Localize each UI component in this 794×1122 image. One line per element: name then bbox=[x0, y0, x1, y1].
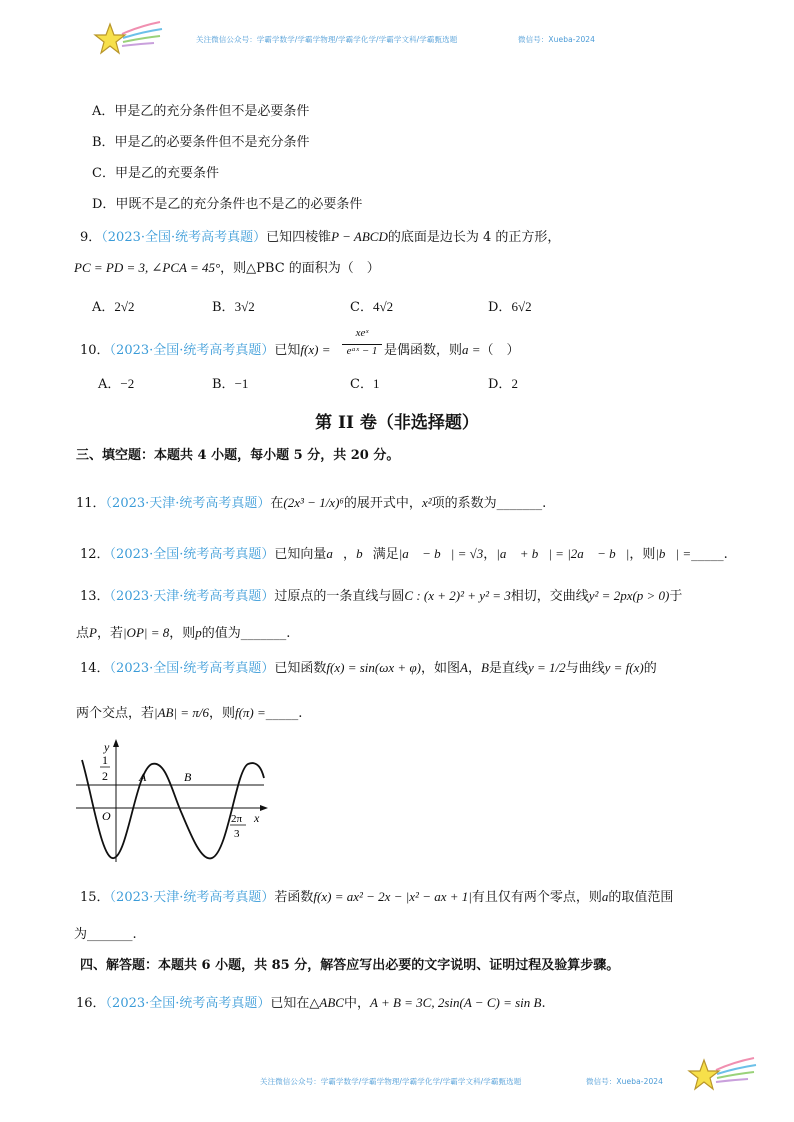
q14-source: （2023·全国·统考高考真题） bbox=[109, 661, 275, 676]
q11-expression: (2x³ − 1/x)⁶ bbox=[283, 495, 344, 510]
footer-wechat: 微信号：Xueba-2024 bbox=[586, 1077, 664, 1086]
q15-source: （2023·天津·统考高考真题） bbox=[109, 890, 275, 905]
q15-line2: 为_______. bbox=[74, 927, 137, 942]
q8-option-a: A．甲是乙的充分条件但不是必要条件 bbox=[92, 104, 310, 119]
footer-text: 关注微信公众号：学霸学数学/学霸学物理/学霸学化学/学霸学文科/学霸甄选题 bbox=[260, 1077, 522, 1086]
q10-number: 10．（2023·全国·统考高考真题）已知f(x) = bbox=[80, 342, 331, 358]
tick-denominator: 3 bbox=[234, 828, 240, 840]
q9-option-d: D．6√2 bbox=[488, 299, 532, 315]
q13-line1: 13．（2023·天津·统考高考真题）过原点的一条直线与圆C : (x + 2)² + y² = 3相切，交曲线y² = 2px(p > 0)于 bbox=[80, 588, 683, 604]
q13-line2: 点P，若|OP| = 8，则p的值为_______. bbox=[76, 625, 291, 641]
q12-number: 12． bbox=[80, 547, 110, 562]
q8-option-c: C．甲是乙的充要条件 bbox=[92, 166, 219, 181]
section4-title: 四、解答题：本题共 6 小题，共 85 分，解答应写出必要的文字说明、证明过程及验算步骤。 bbox=[80, 958, 620, 973]
q10-numerator: xeˣ bbox=[355, 327, 369, 339]
q9-number: 9． bbox=[80, 230, 102, 245]
q12-source: （2023·全国·统考高考真题） bbox=[109, 547, 275, 562]
q10-denominator: eᵃˣ − 1 bbox=[346, 345, 378, 357]
q10-option-b: B．−1 bbox=[212, 376, 249, 392]
q9-line1 bbox=[80, 228, 560, 247]
q10-source: （2023·全国·统考高考真题） bbox=[109, 343, 275, 358]
q9-option-b: B．3√2 bbox=[212, 299, 255, 315]
header-wechat: 微信号：Xueba-2024 bbox=[518, 35, 596, 44]
x-label: x bbox=[254, 811, 260, 825]
q14-line1: 14．（2023·全国·统考高考真题）已知函数f(x) = sin(ωx + φ)，如图A，B是直线y = 1/2与曲线y = f(x)的 bbox=[80, 660, 657, 676]
q16-line: 16．（2023·全国·统考高考真题）已知在△ABC中，A + B = 3C, 2sin(A − C) = sin B. bbox=[76, 995, 546, 1011]
q13-source: （2023·天津·统考高考真题） bbox=[109, 589, 275, 604]
q9-source: （2023·全国·统考高考真题） bbox=[101, 230, 267, 245]
q15-line1: 15．（2023·天津·统考高考真题）若函数f(x) = ax² − 2x − |x² − ax + 1|有且仅有两个零点，则a的取值范围 bbox=[80, 889, 674, 905]
section-title: 第 II 卷（非选择题） bbox=[315, 413, 479, 433]
q10-option-a: A．−2 bbox=[98, 376, 135, 392]
q10-function: f(x) = bbox=[300, 342, 331, 357]
q9-text: 的底面是边长为 4 的正方形， bbox=[387, 230, 561, 245]
q9-text: 已知四棱锥 bbox=[266, 230, 332, 245]
point-a-label: A bbox=[139, 770, 147, 784]
q16-source: （2023·全国·统考高考真题） bbox=[105, 996, 271, 1011]
q10-line bbox=[80, 327, 720, 369]
half-numerator: 1 bbox=[102, 753, 108, 767]
q12-line: 12．（2023·全国·统考高考真题）已知向量a⃗，b⃗满足|a⃗ − b⃗| = √3，|a⃗ + b⃗| = |2a⃗ − b⃗|，则|b⃗| =_____. bbox=[80, 546, 728, 562]
header-text: 关注微信公众号：学霸学数学/学霸学物理/学霸学化学/学霸学文科/学霸甄选题 bbox=[196, 35, 458, 44]
point-b-label: B bbox=[184, 770, 192, 784]
star-logo-icon bbox=[686, 1052, 758, 1094]
q10-option-d: D．2 bbox=[488, 376, 518, 392]
q11-source: （2023·天津·统考高考真题） bbox=[105, 496, 271, 511]
y-label: y bbox=[104, 740, 110, 754]
q9-option-c: C．4√2 bbox=[350, 299, 394, 315]
q9-question: ，则△PBC 的面积为（ ） bbox=[220, 261, 380, 276]
q8-option-d: D．甲既不是乙的充分条件也不是乙的必要条件 bbox=[92, 197, 363, 212]
q11-line: 11．（2023·天津·统考高考真题）在(2x³ − 1/x)⁶的展开式中，x²项的系数为_______. bbox=[76, 495, 547, 511]
half-denominator: 2 bbox=[102, 769, 108, 783]
q16-number: 16． bbox=[76, 996, 106, 1011]
q14-number: 14． bbox=[80, 661, 110, 676]
q9-option-a: A．2√2 bbox=[92, 299, 135, 315]
q10-text: 是偶函数，则a =（ ） bbox=[384, 342, 520, 358]
q9-math: P − ABCD bbox=[331, 229, 388, 244]
q13-number: 13． bbox=[80, 589, 110, 604]
sine-graph bbox=[72, 734, 272, 868]
q9-condition: PC = PD = 3, ∠PCA = 45° bbox=[74, 260, 221, 275]
tick-numerator: 2π bbox=[231, 813, 243, 825]
origin-label: O bbox=[102, 809, 111, 823]
q11-number: 11． bbox=[76, 496, 106, 511]
q15-number: 15． bbox=[80, 890, 110, 905]
section3-title: 三、填空题：本题共 4 小题，每小题 5 分，共 20 分。 bbox=[76, 448, 400, 463]
q9-line2 bbox=[74, 259, 380, 278]
star-logo-icon bbox=[92, 16, 164, 58]
q14-line2: 两个交点，若|AB| = π/6，则f(π) =_____. bbox=[76, 705, 303, 721]
q10-option-c: C．1 bbox=[350, 376, 380, 392]
x-axis-arrow-icon bbox=[260, 805, 268, 811]
y-axis-arrow-icon bbox=[113, 739, 119, 747]
q8-option-b: B．甲是乙的必要条件但不是充分条件 bbox=[92, 135, 310, 150]
